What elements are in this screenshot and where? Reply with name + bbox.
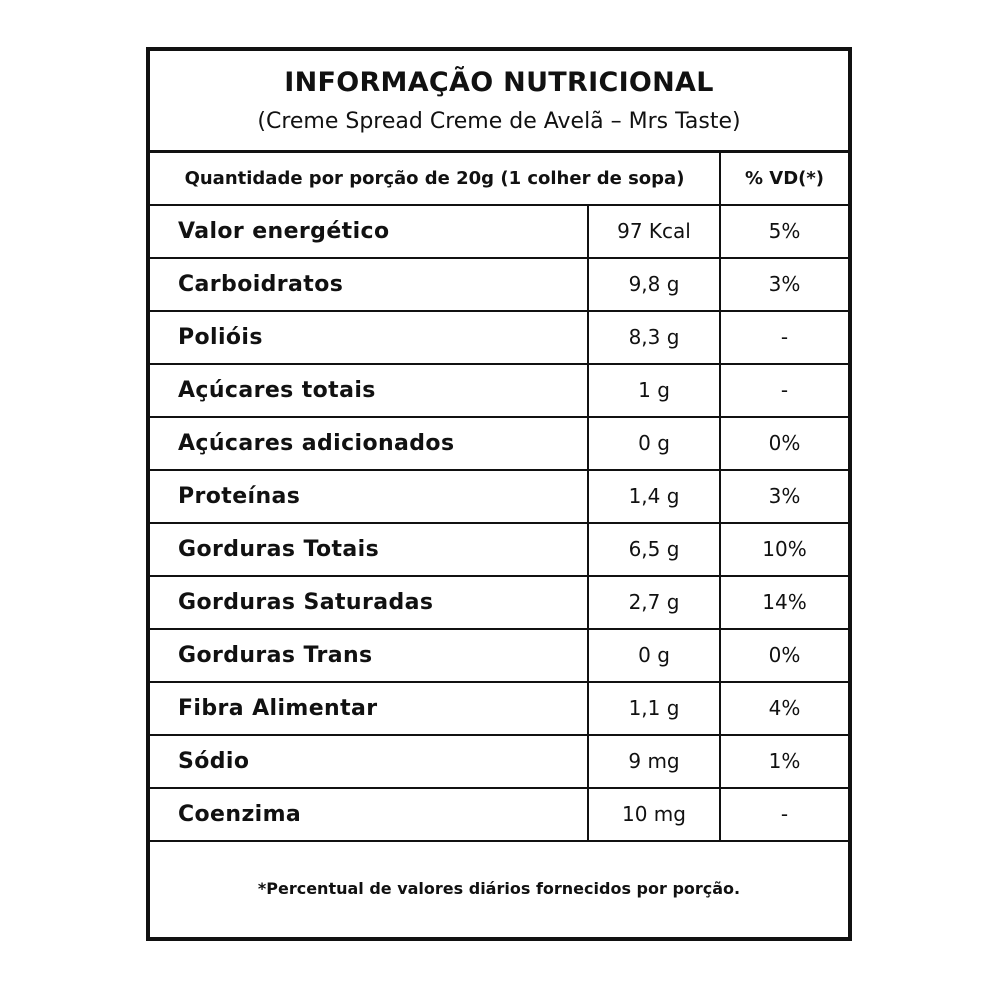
nutrient-daily-value: - [719,365,848,416]
nutrient-daily-value: 5% [719,206,848,257]
nutrient-daily-value: 14% [719,577,848,628]
table-row [150,206,848,259]
nutrient-daily-value: - [719,789,848,840]
nutrient-daily-value: 4% [719,683,848,734]
nutrient-name: Fibra Alimentar [178,696,378,721]
table-title: INFORMAÇÃO NUTRICIONAL [284,67,714,98]
table-row [150,312,848,365]
nutrient-quantity: 0 g [587,418,719,469]
nutrient-daily-value: 10% [719,524,848,575]
nutrient-name: Carboidratos [178,272,344,297]
nutrient-quantity: 8,3 g [587,312,719,363]
nutrient-quantity: 0 g [587,630,719,681]
table-row [150,789,848,842]
footnote: *Percentual de valores diários fornecidos por porção. [257,879,741,898]
nutrient-name: Gorduras Saturadas [178,590,434,615]
table-row [150,683,848,736]
nutrient-name: Gorduras Totais [178,537,380,562]
table-row [150,736,848,789]
nutrient-quantity: 6,5 g [587,524,719,575]
table-row [150,365,848,418]
nutrient-quantity: 9,8 g [587,259,719,310]
nutrient-daily-value: 0% [719,630,848,681]
nutrient-quantity: 1 g [587,365,719,416]
daily-value-header: % VD(*) [719,153,848,204]
nutrient-quantity: 10 mg [587,789,719,840]
table-row [150,471,848,524]
table-row [150,577,848,630]
nutrient-name: Açúcares adicionados [178,431,455,456]
table-header [150,51,848,153]
serving-size-header: Quantidade por porção de 20g (1 colher de sopa) [184,168,685,189]
nutrient-name: Proteínas [178,484,301,509]
nutrient-daily-value: - [719,312,848,363]
nutrient-name: Coenzima [178,802,302,827]
nutrient-name: Polióis [178,325,263,350]
nutrient-daily-value: 1% [719,736,848,787]
nutrition-facts-table [146,47,852,941]
nutrient-quantity: 2,7 g [587,577,719,628]
nutrient-daily-value: 3% [719,259,848,310]
nutrient-quantity: 9 mg [587,736,719,787]
nutrient-name: Gorduras Trans [178,643,373,668]
product-subtitle: (Creme Spread Creme de Avelã – Mrs Taste) [257,109,741,134]
nutrient-quantity: 1,1 g [587,683,719,734]
nutrient-name: Açúcares totais [178,378,376,403]
nutrient-name: Valor energético [178,219,390,244]
nutrient-name: Sódio [178,749,250,774]
nutrient-daily-value: 3% [719,471,848,522]
table-row [150,259,848,312]
table-row [150,418,848,471]
nutrient-quantity: 97 Kcal [587,206,719,257]
table-row [150,630,848,683]
nutrient-quantity: 1,4 g [587,471,719,522]
column-header-row [150,153,848,206]
nutrient-daily-value: 0% [719,418,848,469]
table-row [150,524,848,577]
